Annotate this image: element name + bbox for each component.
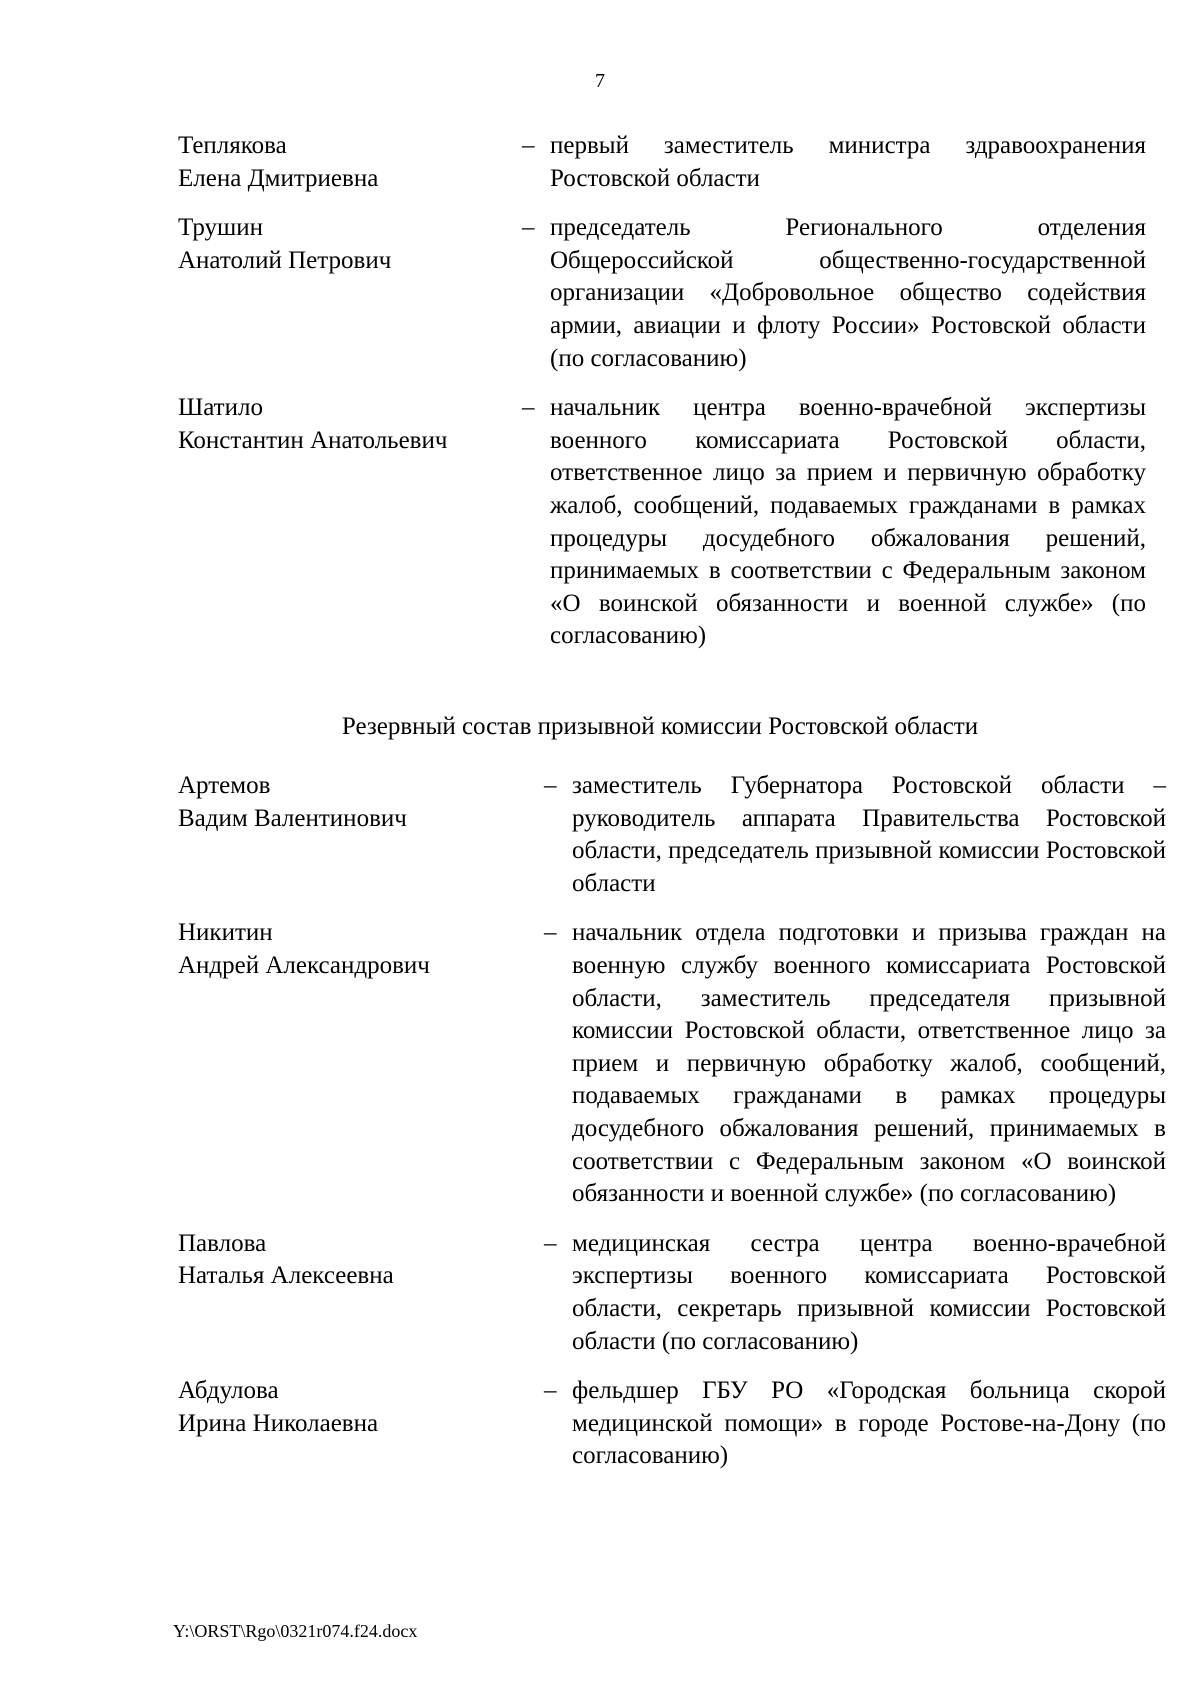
member-surname: Шатило (178, 394, 263, 422)
dash-separator: – (544, 772, 557, 799)
member-role: фельдшер ГБУ РО «Городская больница скорой медицинской помощи» в городе Ростове-на-Дону (по согласованию) (572, 1377, 1166, 1470)
reserve-section-heading: Резервный состав призывной комиссии Ростовской области (341, 713, 979, 740)
dash-separator: – (522, 394, 535, 422)
member-name (178, 392, 522, 457)
member-name (178, 1228, 544, 1293)
member-surname: Абдулова (178, 1377, 279, 1405)
member-entry (178, 917, 1166, 1210)
dash-separator: – (522, 214, 535, 242)
member-name (178, 917, 544, 982)
member-role: председатель Регионального отделения Общероссийской общественно-государственной организации «Добровольное общество содействия армии, авиации и флоту России» Ростовской области (по согласованию) (550, 214, 1146, 372)
member-given-name: Ирина Николаевна (178, 1409, 379, 1437)
member-name (178, 1375, 544, 1440)
member-role: первый заместитель министра здравоохранения Ростовской области (550, 132, 1146, 192)
member-given-name: Константин Анатольевич (178, 426, 448, 454)
member-name (178, 770, 544, 835)
member-role: начальник отдела подготовки и призыва граждан на военную службу военного комиссариата Ростовской области, заместитель председателя призывной комиссии Ростовской области, ответственное лицо за прием и первичную обработку жалоб, сообщений, подаваемых гражданами в рамках процедуры досудебного обжалования решений, принимаемых в соответствии с Федеральным законом «О воинской обязанности и военной службе» (по согласованию) (572, 919, 1166, 1208)
commission-members-list (178, 130, 1158, 653)
dash-separator: – (544, 1229, 557, 1257)
member-given-name: Наталья Алексеевна (178, 1262, 394, 1290)
member-surname: Никитин (178, 919, 273, 947)
dash-separator: – (544, 1377, 557, 1405)
member-role: начальник центра военно-врачебной экспертизы военного комиссариата Ростовской области, ответственное лицо за прием и первичную обработку жалоб, сообщений, подаваемых гражданами в рамках процедуры досудебного обжалования решений, принимаемых в соответствии с Федеральным законом «О воинской обязанности и военной службе» (по согласованию) (550, 394, 1146, 650)
member-surname: Артемов (178, 772, 271, 799)
member-entry (178, 130, 1158, 195)
member-role: медицинская сестра центра военно-врачебной экспертизы военного комиссариата Ростовской области, секретарь призывной комиссии Ростовской области (по согласованию) (572, 1229, 1166, 1355)
member-entry (178, 392, 1158, 653)
member-entry (178, 1228, 1166, 1358)
member-entry (178, 770, 1166, 900)
member-surname: Теплякова (178, 132, 287, 159)
dash-separator: – (544, 919, 557, 947)
member-surname: Павлова (178, 1229, 267, 1257)
member-name (178, 130, 522, 195)
member-entry (178, 1375, 1166, 1473)
page-number: 7 (595, 70, 605, 92)
member-given-name: Вадим Валентинович (178, 804, 407, 832)
member-given-name: Андрей Александрович (178, 951, 430, 979)
member-given-name: Елена Дмитриевна (178, 164, 379, 192)
member-given-name: Анатолий Петрович (178, 246, 392, 274)
file-path-footer: Y:\ORST\Rgo\0321r074.f24.docx (173, 1621, 418, 1641)
member-entry (178, 212, 1158, 375)
member-surname: Трушин (178, 214, 263, 242)
dash-separator: – (522, 132, 535, 159)
member-name (178, 212, 522, 277)
member-role: заместитель Губернатора Ростовской области – руководитель аппарата Правительства Ростовской области, председатель призывной комиссии Ростовской области (572, 772, 1166, 897)
reserve-members-list (178, 770, 1166, 1473)
